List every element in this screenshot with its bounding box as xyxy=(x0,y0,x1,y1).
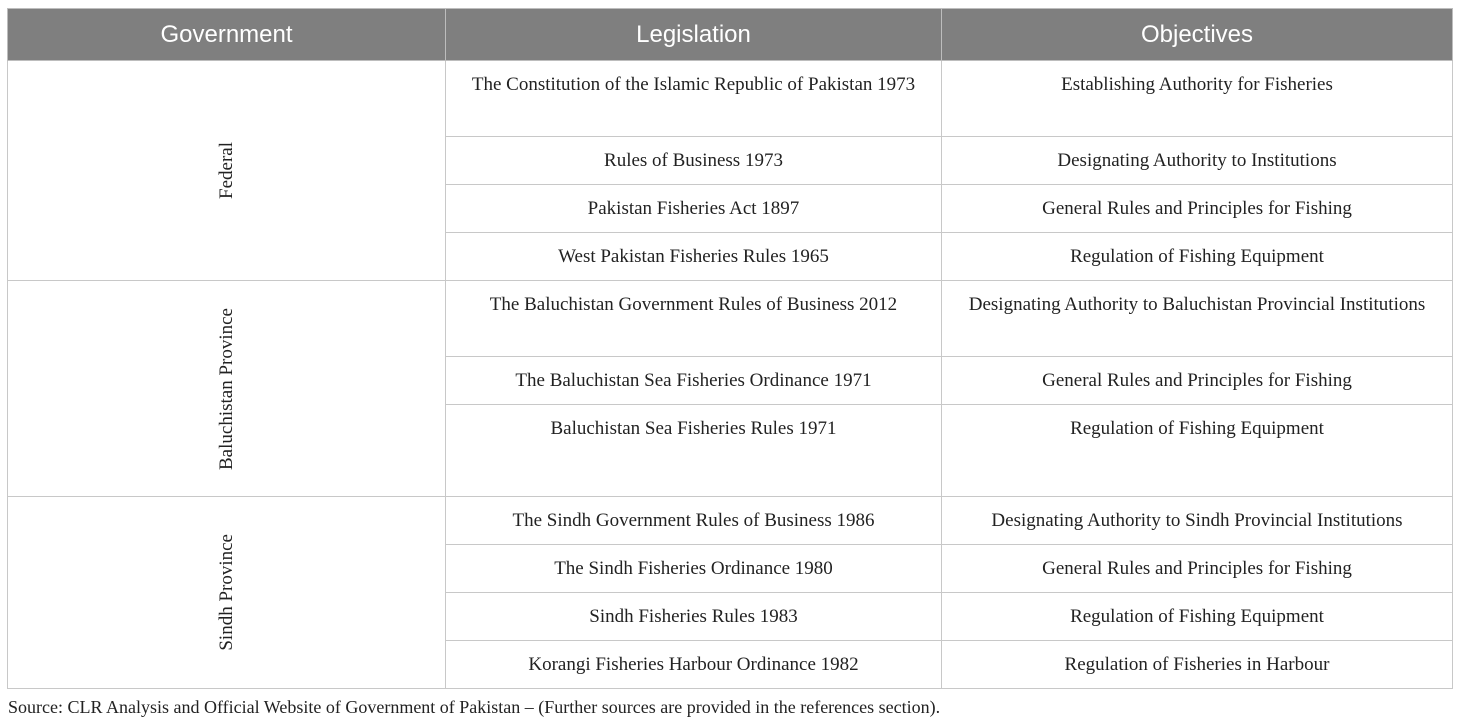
objective-cell: Regulation of Fishing Equipment xyxy=(942,593,1453,641)
government-label: Baluchistan Province xyxy=(215,307,237,470)
table-header xyxy=(8,9,1453,61)
source-note: Source: CLR Analysis and Official Website of Government of Pakistan – (Further sources are provided in the references section). xyxy=(8,697,941,717)
objective-cell: General Rules and Principles for Fishing xyxy=(942,545,1453,593)
legislation-cell: Baluchistan Sea Fisheries Rules 1971 xyxy=(446,405,942,497)
objective-cell: Regulation of Fishing Equipment xyxy=(942,233,1453,281)
legislation-cell: Pakistan Fisheries Act 1897 xyxy=(446,185,942,233)
objective-cell: General Rules and Principles for Fishing xyxy=(942,357,1453,405)
objective-cell: Regulation of Fisheries in Harbour xyxy=(942,641,1453,689)
legislation-cell: West Pakistan Fisheries Rules 1965 xyxy=(446,233,942,281)
government-label: Federal xyxy=(215,142,237,199)
legislation-table xyxy=(7,8,1453,689)
header-government: Government xyxy=(8,9,446,61)
objective-cell: Designating Authority to Institutions xyxy=(942,137,1453,185)
legislation-cell: The Sindh Fisheries Ordinance 1980 xyxy=(446,545,942,593)
header-objectives: Objectives xyxy=(942,9,1453,61)
objective-cell: Designating Authority to Baluchistan Provincial Institutions xyxy=(942,281,1453,357)
government-cell-federal xyxy=(8,61,446,281)
legislation-cell: Korangi Fisheries Harbour Ordinance 1982 xyxy=(446,641,942,689)
objective-cell: Establishing Authority for Fisheries xyxy=(942,61,1453,137)
legislation-table-container xyxy=(7,8,1452,689)
legislation-cell: The Constitution of the Islamic Republic of Pakistan 1973 xyxy=(446,61,942,137)
government-cell-baluchistan xyxy=(8,281,446,497)
legislation-cell: Sindh Fisheries Rules 1983 xyxy=(446,593,942,641)
legislation-cell: The Sindh Government Rules of Business 1986 xyxy=(446,497,942,545)
table-row xyxy=(8,61,1453,137)
legislation-cell: The Baluchistan Sea Fisheries Ordinance 1971 xyxy=(446,357,942,405)
table-row xyxy=(8,497,1453,545)
legislation-cell: The Baluchistan Government Rules of Business 2012 xyxy=(446,281,942,357)
header-row xyxy=(8,9,1453,61)
legislation-cell: Rules of Business 1973 xyxy=(446,137,942,185)
header-legislation: Legislation xyxy=(446,9,942,61)
table-body xyxy=(8,61,1453,689)
table-row xyxy=(8,281,1453,357)
government-cell-sindh xyxy=(8,497,446,689)
government-label: Sindh Province xyxy=(215,534,237,651)
objective-cell: General Rules and Principles for Fishing xyxy=(942,185,1453,233)
objective-cell: Regulation of Fishing Equipment xyxy=(942,405,1453,497)
objective-cell: Designating Authority to Sindh Provincial Institutions xyxy=(942,497,1453,545)
